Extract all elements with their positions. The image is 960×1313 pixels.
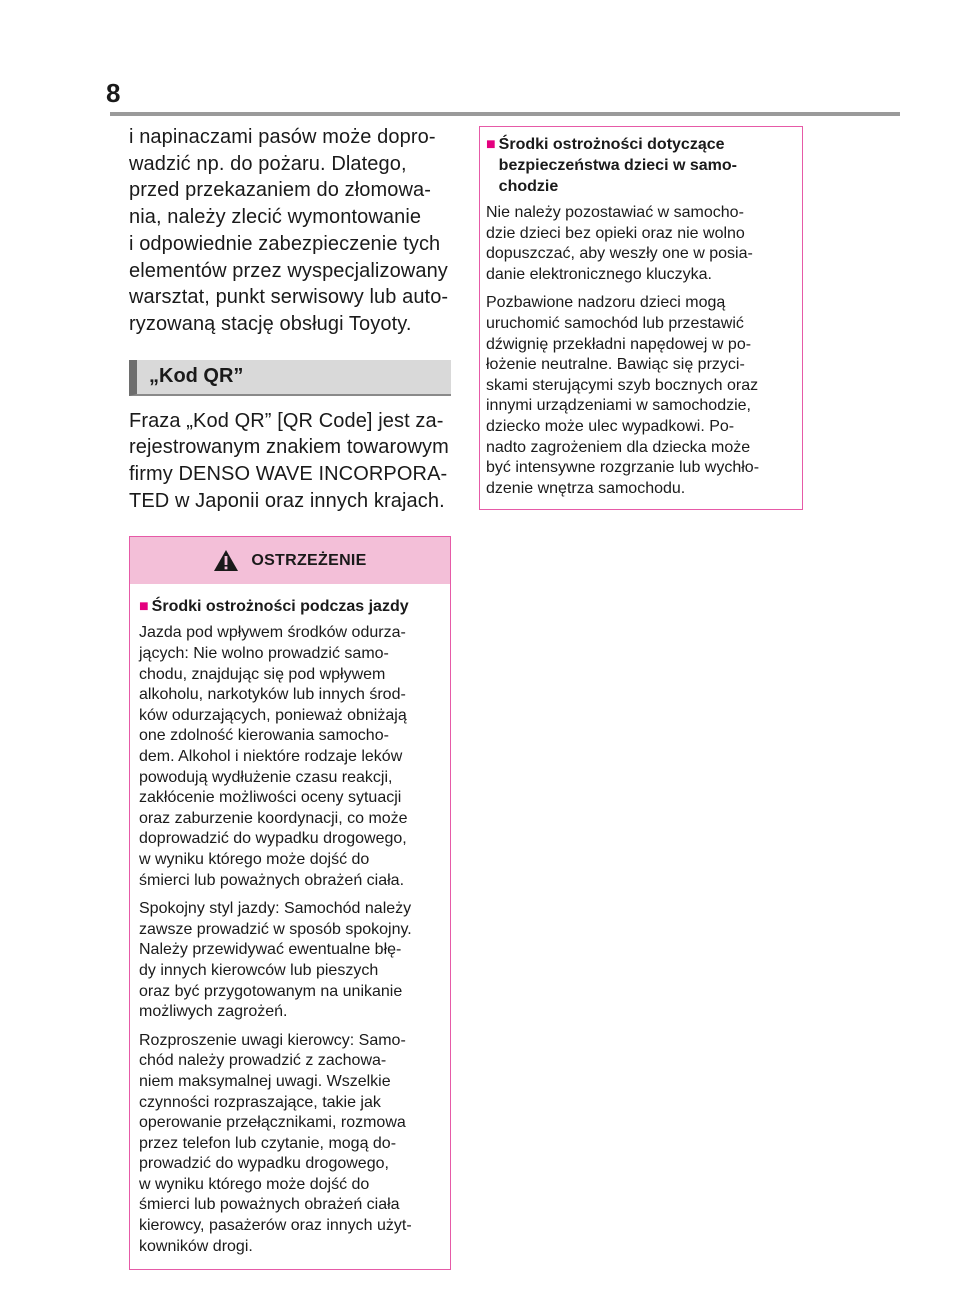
- page-number: 8: [106, 78, 121, 108]
- child-safety-subheading: [486, 134, 796, 197]
- warning-box: [129, 536, 451, 1270]
- section-heading-qr: [129, 360, 451, 396]
- qr-paragraph: Fraza „Kod QR” [QR Code] jest za- rejestrowanym znakiem towarowym firmy DENSO WAVE INCORPORA- TED w Japonii oraz innych krajach.: [129, 409, 449, 512]
- warning-body: [130, 584, 450, 1269]
- warning-subheading-text: Środki ostrożności podczas jazdy: [151, 598, 409, 616]
- square-bullet-icon: ■: [486, 136, 496, 153]
- warning-subheading: [139, 596, 442, 617]
- section-heading-text: „Kod QR”: [149, 365, 244, 388]
- child-safety-subheading-text: Środki ostrożności dotyczące bezpieczeństwa dzieci w samo- chodzie: [498, 136, 737, 195]
- warning-header: [130, 537, 450, 584]
- intro-paragraph: i napinaczami pasów może dopro- wadzić np. do pożaru. Dlatego, przed przekazaniem do złomowa- nia, należy zlecić wymontowanie i odpowiednie zabezpieczenie tych elementów przez wyspecjalizowany warsztat, punkt serwisowy lub auto- ryzowaną stację obsługi Toyoty.: [129, 126, 449, 335]
- warning-paragraph: Rozproszenie uwagi kierowcy: Samo- chód należy prowadzić z zachowa- niem maksymalnej uwagi. Wszelkie czynności rozpraszające, takie jak operowanie przełącznikami, rozmowa przez telefon lub czytanie, mogą do- prowadzić do wypadku drogowego, w wyniku którego może dojść do śmierci lub poważnych obrażeń ciała kierowcy, pasażerów oraz innych użyt- kowników drogi.: [139, 1031, 412, 1255]
- warning-paragraph: Jazda pod wpływem środków odurza- jących: Nie wolno prowadzić samo- chodu, znajdując się pod wpływem alkoholu, narkotyków lub innych środ- ków odurzających, ponieważ obniżają one zdolność kierowania samocho- dem. Alkohol i niektóre rodzaje leków powodują wydłużenie czasu reakcji, zakłócenie możliwości oceny sytuacji oraz zaburzenie koordynacji, co może doprowadzić do wypadku drogowego, w wyniku którego może dojść do śmierci lub poważnych obrażeń ciała.: [139, 624, 408, 889]
- child-safety-paragraph: Nie należy pozostawiać w samocho- dzie dzieci bez opieki oraz nie wolno dopuszczać, aby weszły one w posia- danie elektronicznego kluczyka.: [486, 204, 753, 283]
- header-rule: [110, 112, 900, 116]
- warning-paragraph: Spokojny styl jazdy: Samochód należy zawsze prowadzić w sposób spokojny. Należy przewidywać ewentualne błę- dy innych kierowców lub pieszych oraz być przygotowanym na unikanie możliwych zagrożeń.: [139, 900, 412, 1021]
- right-column: [479, 126, 803, 510]
- child-safety-box: [479, 126, 803, 510]
- child-safety-paragraph: Pozbawione nadzoru dzieci mogą uruchomić samochód lub przestawić dźwignię przekładni napędowej w po- łożenie neutralne. Bawiąc się przyci- skami sterującymi szyb bocznych oraz innymi urządzeniami w samochodzie, dziecko może ulec wypadkowi. Po- nadto zagrożeniem dla dziecka może być intensywne rozgrzanie lub wychło- dzenie wnętrza samochodu.: [486, 294, 760, 497]
- warning-triangle-icon: [213, 549, 239, 572]
- warning-title: OSTRZEŻENIE: [251, 551, 367, 569]
- left-column: [129, 124, 451, 1270]
- square-bullet-icon: ■: [139, 598, 149, 616]
